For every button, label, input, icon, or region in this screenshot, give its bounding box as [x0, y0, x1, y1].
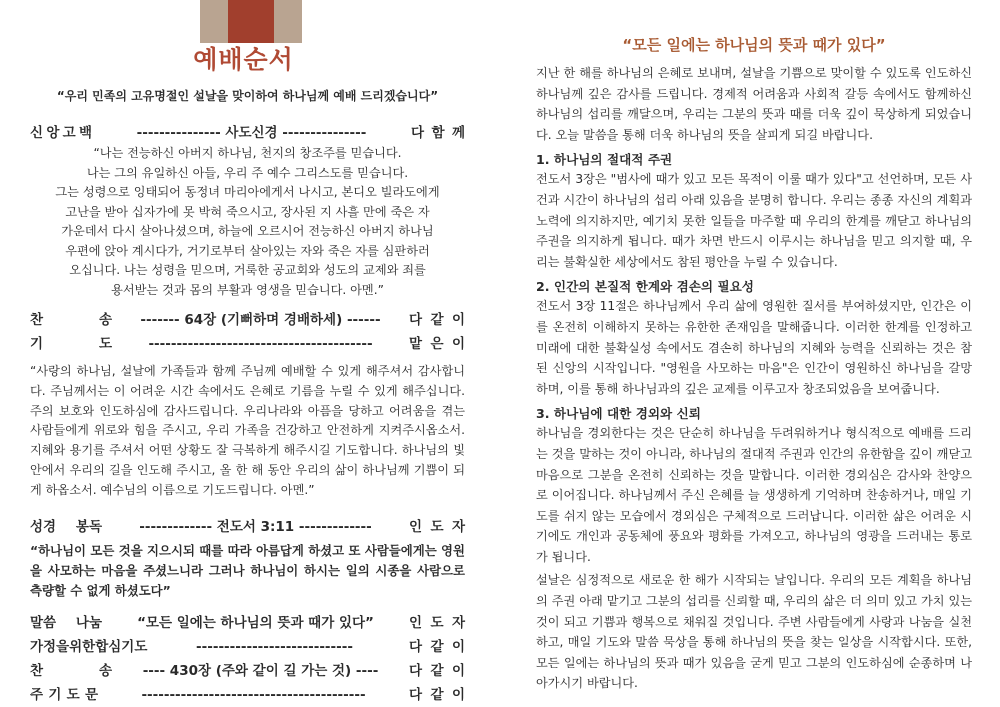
scripture-text: “하나님이 모든 것을 지으시되 때를 따라 아름답게 하셨고 또 사람들에게는 영원을 사모하는 마음을 주셨느니라 그러나 하나님이 하시는 일의 시종을 사람으로 측량할 수 없게 하셨도다”	[30, 542, 465, 598]
row-leader-part: 자	[451, 614, 465, 631]
row-label-part: 도	[98, 336, 112, 352]
creed-line: 가운데서 다시 살아나셨으며, 하늘에 오르시어 전능하신 아버지 하나님	[61, 224, 434, 238]
creed-line: “나는 전능하신 아버지 하나님, 천지의 창조주를 믿습니다.	[93, 146, 402, 160]
section-heading: 2. 인간의 본질적 한계와 겸손의 필요성	[536, 279, 754, 295]
row-leader-part: 함	[431, 125, 445, 141]
order-row-family-prayer	[30, 635, 465, 655]
row-label	[30, 332, 112, 352]
row-label-part: 봉독	[75, 518, 102, 535]
row-label	[30, 635, 148, 655]
row-leader-part: 이	[451, 336, 465, 352]
row-description: ----------------------------------------	[148, 336, 373, 352]
row-leader-part: 이	[451, 312, 465, 328]
creed-line: 그는 성령으로 잉태되어 동정녀 마리아에게서 나시고, 본디오 빌라도에게	[55, 185, 440, 199]
section-body: 전도서 3장은 "범사에 때가 있고 모든 목적이 이룰 때가 있다"고 선언하며, 모든 사건과 시간이 하나님의 섭리 아래 있음을 분명히 합니다. 우리는 종종 자신의 계획과 노력에 의지하지만, 예기치 못한 일들을 마주할 때 우리의 한계를 깨닫고 하나님의 주권을 의지하게 됩니다. 때가 차면 반드시 이루시는 하나님을 믿고 의지할 때, 우리는 불확실한 세상에서도 참된 평안을 누릴 수 있습니다.	[536, 172, 972, 269]
row-label-part: 도	[66, 686, 80, 703]
order-row-prayer	[30, 332, 465, 352]
row-leader	[409, 611, 465, 631]
creed-line: 오십니다. 나는 성령을 믿으며, 거룩한 공교회와 성도의 교제와 죄를	[69, 263, 426, 277]
order-row-sermon	[30, 611, 465, 631]
decorative-bar-center	[228, 0, 274, 43]
row-leader-part: 도	[430, 614, 444, 631]
row-label-part: 나눔	[75, 614, 102, 631]
row-label-part: 송	[98, 312, 112, 328]
row-leader-part: 인	[409, 614, 423, 631]
creed-line: 용서받는 것과 몸의 부활과 영생을 믿습니다. 아멘.”	[111, 282, 384, 297]
decorative-bar-left	[200, 0, 228, 43]
section-body: 하나님을 경외한다는 것은 단순히 하나님을 두려워하거나 형식적으로 예배를 드리는 것을 말하는 것이 아니라, 하나님의 절대적 주권과 인간의 유한함을 깊이 깨닫고 마음으로 그분을 온전히 신뢰하는 것을 말합니다. 이러한 경외심은 감사와 찬양으로 이어집니다. 하나님께서 주신 은혜를 늘 생생하게 기억하며 찬송하거나, 매일 기도를 쉬지 않는 모습에서 경외심은 구체적으로 드러납니다. 이러한 삶은 어려운 시기에도 개인과 공동체에 풍요와 평화를 가져오고, 하나님의 영광을 드러내는 통로가 됩니다.	[536, 426, 972, 564]
row-leader-part: 다	[411, 125, 425, 141]
row-leader-part: 도	[430, 518, 444, 535]
row-label-part: 송	[98, 662, 112, 679]
row-leader-part: 자	[451, 518, 465, 535]
row-description: --------------- 사도신경 ---------------	[136, 125, 367, 141]
row-label-part: 위한	[69, 638, 96, 655]
row-leader-part: 같	[430, 312, 444, 328]
row-label-part: 백	[78, 125, 92, 141]
row-description: ------------- 전도서 3:11 -------------	[139, 518, 372, 535]
subtitle: “우리 민족의 고유명절인 설날을 맞이하여 하나님께 예배 드리겠습니다”	[56, 89, 439, 103]
row-label-part: 기	[30, 336, 44, 352]
worship-order-column	[30, 40, 465, 703]
row-label-part: 문	[84, 686, 98, 703]
row-label	[30, 121, 92, 141]
row-label-part: 고	[62, 125, 76, 141]
creed-line: 우편에 앉아 계시다가, 거기로부터 살아있는 자와 죽은 자를 심판하러	[65, 243, 430, 258]
decorative-bar-right	[274, 0, 302, 43]
row-label-part: 신	[30, 125, 44, 141]
apostles-creed-text	[30, 144, 465, 300]
sermon-closing: 설날은 심정적으로 새로운 한 해가 시작되는 날입니다. 우리의 모든 계획을 하나님의 주권 아래 맡기고 그분의 섭리를 신뢰할 때, 우리의 삶은 더 의미 있고 가치 있는 것이 되고 기쁨과 행복으로 채워질 것입니다. 주변 사람들에게 사랑과 나눔을 실천하고, 매일 기도와 말씀 묵상을 통해 하나님의 뜻을 찾는 일상을 시작합시다. 또한, 모든 일에는 하나님의 뜻과 때가 있음을 굳게 믿고 그분의 인도하심에 순종하며 나아가시기 바랍니다.	[536, 573, 972, 691]
sermon-column	[536, 34, 972, 694]
sermon-title: “모든 일에는 하나님의 뜻과 때가 있다”	[622, 36, 886, 54]
row-label-part: 주	[30, 686, 44, 703]
row-leader	[409, 635, 465, 655]
section-body: 전도서 3장 11절은 하나님께서 우리 삶에 영원한 질서를 부여하셨지만, 인간은 이를 온전히 이해하지 못하는 유한한 존재임을 말해줍니다. 이러한 한계를 인정하고 미래에 대한 불확실성 속에서도 겸손히 하나님의 지혜와 능력을 신뢰하는 것은 참된 신앙의 시작입니다. "영원을 사모하는 마음"은 인간이 영원하신 하나님을 갈망하며, 이를 통해 하나님과의 깊은 교제를 이루고자 창조되었음을 보여줍니다.	[536, 299, 972, 396]
row-leader-part: 께	[451, 125, 465, 141]
row-description: ----------------------------------------	[141, 686, 366, 703]
row-label-part: 말씀	[30, 614, 57, 631]
row-leader	[409, 308, 465, 328]
row-leader	[411, 121, 465, 141]
order-row-hymn-2	[30, 659, 465, 679]
row-label	[30, 515, 102, 535]
order-row-scripture-reading	[30, 515, 465, 535]
row-label	[30, 659, 112, 679]
row-leader-part: 같	[430, 638, 444, 655]
order-row-lords-prayer	[30, 683, 465, 703]
row-label	[30, 308, 112, 328]
row-description: “모든 일에는 하나님의 뜻과 때가 있다”	[137, 614, 374, 631]
row-label-part: 가정을	[30, 638, 70, 655]
row-label	[30, 683, 98, 703]
prayer-text: “사랑의 하나님, 설날에 가족들과 함께 주님께 예배할 수 있게 해주셔서 감사합니다. 주님께서는 이 어려운 시간 속에서도 은혜로 기름을 누릴 수 있게 해주십니다. 주의 보호와 인도하심에 감사드립니다. 우리나라와 아픔을 당하고 어려움을 겪는 사람들에게 위로와 힘을 주시고, 우리 가족을 건강하고 안전하게 지켜주시옵소서. 지혜와 용기를 주셔서 어떤 상황도 잘 극복하게 해주시길 기도합니다. 하나님의 빛 안에서 우리의 길을 인도해 주시고, 올 한 해 동안 우리의 삶이 하나님께 기쁨이 되게 하옵소서. 예수님의 이름으로 기도드립니다. 아멘.”	[30, 364, 465, 497]
row-leader-part: 같	[430, 686, 444, 703]
row-label	[30, 611, 102, 631]
creed-line: 나는 그의 유일하신 아들, 우리 주 예수 그리스도를 믿습니다.	[86, 165, 409, 180]
row-description: ------- 64장 (기뻐하며 경배하세) ------	[140, 312, 381, 328]
row-label-part: 합심기도	[95, 638, 148, 655]
row-leader-part: 다	[409, 662, 423, 679]
row-leader-part: 같	[430, 662, 444, 679]
creed-line: 고난을 받아 십자가에 못 박혀 죽으시고, 장사된 지 사흘 만에 죽은 자	[65, 204, 430, 219]
row-label-part: 찬	[30, 312, 44, 328]
row-leader-part: 다	[409, 312, 423, 328]
page-title: 예배순서	[193, 45, 294, 74]
row-description: ---- 430장 (주와 같이 길 가는 것) ----	[142, 662, 379, 679]
order-row-hymn-1	[30, 308, 465, 328]
row-leader-part: 맡	[409, 336, 423, 352]
row-leader	[409, 515, 465, 535]
row-leader-part: 이	[451, 662, 465, 679]
row-leader-part: 이	[451, 686, 465, 703]
section-heading: 3. 하나님에 대한 경외와 신뢰	[536, 406, 701, 422]
row-leader	[409, 659, 465, 679]
sermon-intro: 지난 한 해를 하나님의 은혜로 보내며, 설날을 기쁨으로 맞이할 수 있도록 인도하신 하나님께 깊은 감사를 드립니다. 경제적 어려움과 사회적 갈등 속에서도 함께하신 하나님의 섭리를 깨달으며, 우리는 그분의 뜻과 때를 더욱 깊이 묵상하게 되었습니다. 오늘 말씀을 통해 더욱 하나님의 뜻을 살피게 되길 바랍니다.	[536, 66, 972, 142]
row-label-part: 성경	[30, 518, 57, 535]
row-leader	[409, 332, 465, 352]
row-label-part: 찬	[30, 662, 44, 679]
row-leader-part: 이	[451, 638, 465, 655]
row-label-part: 앙	[46, 125, 60, 141]
order-row-creed	[30, 121, 465, 141]
row-leader-part: 다	[409, 638, 423, 655]
row-description: ----------------------------	[196, 638, 353, 655]
section-heading: 1. 하나님의 절대적 주권	[536, 152, 673, 168]
row-leader-part: 은	[430, 336, 444, 352]
row-leader	[409, 683, 465, 703]
row-leader-part: 인	[409, 518, 423, 535]
row-label-part: 기	[48, 686, 62, 703]
row-leader-part: 다	[409, 686, 423, 703]
